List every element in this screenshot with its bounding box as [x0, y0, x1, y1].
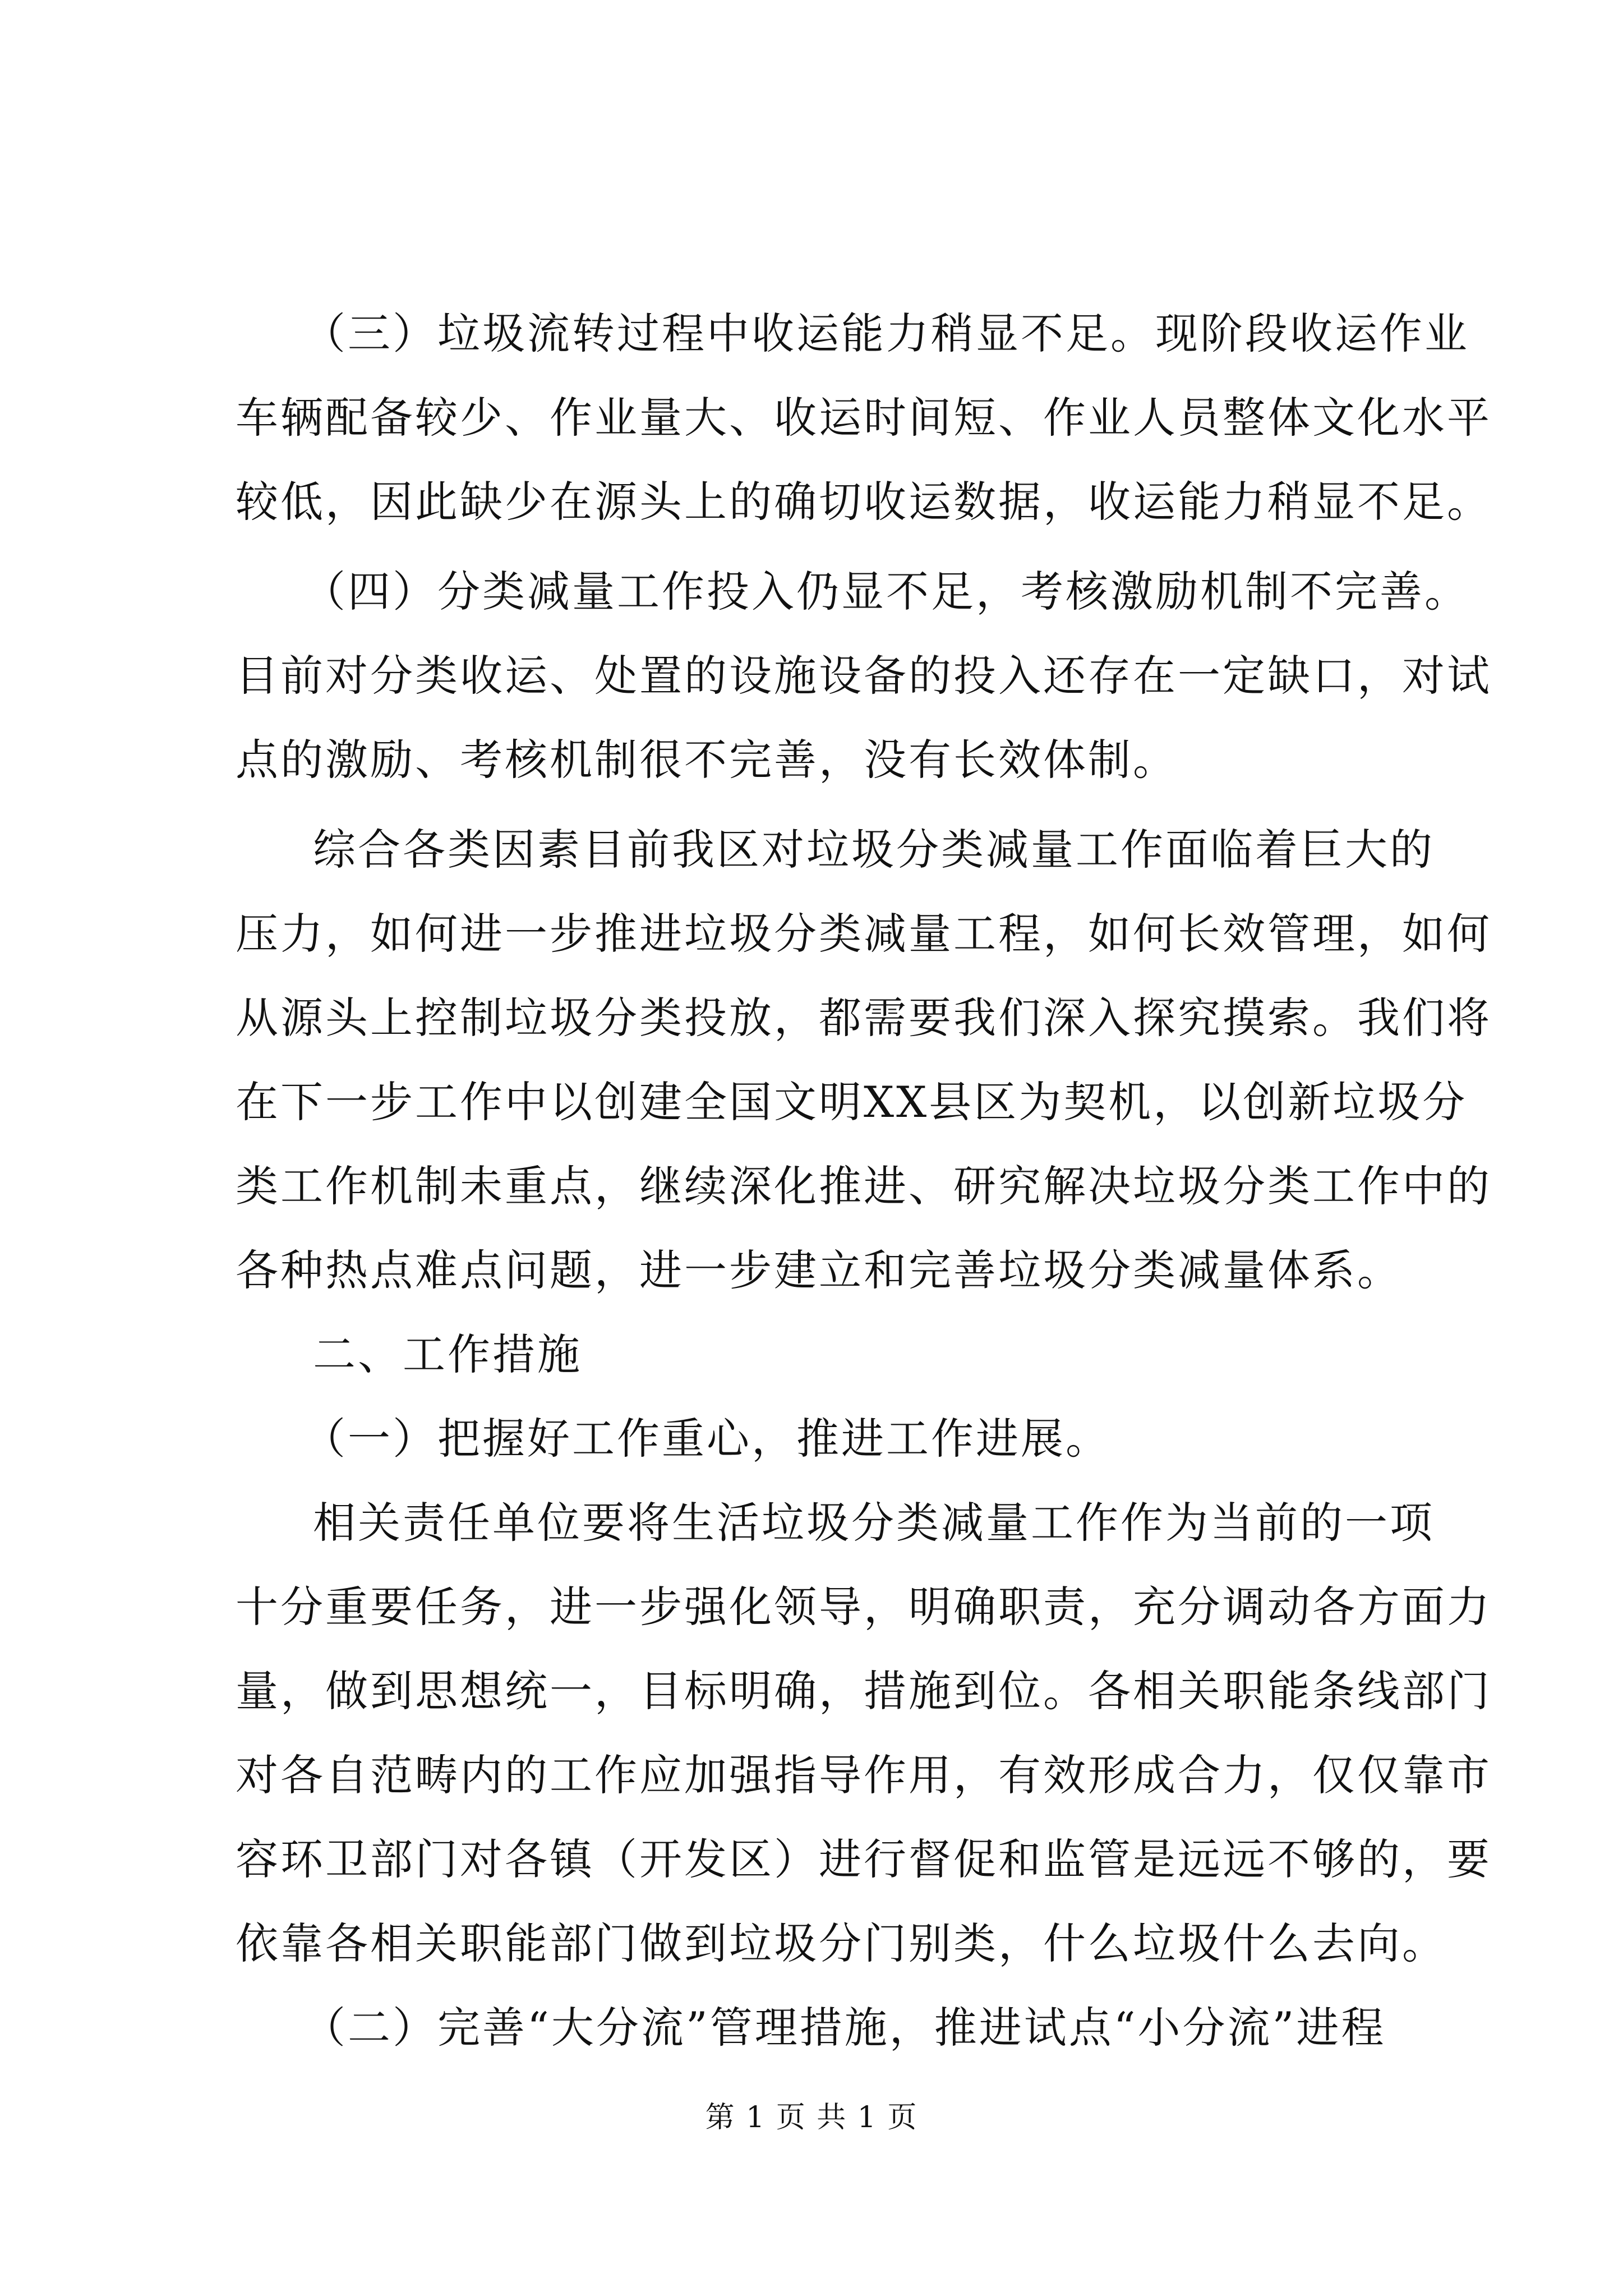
paragraph-line: 对各自范畴内的工作应加强指导作用，有效形成合力，仅仅靠市 [236, 1750, 1492, 1800]
section-heading: 二、工作措施 [313, 1329, 582, 1379]
paragraph-line: 目前对分类收运、处置的设施设备的投入还存在一定缺口，对试 [236, 651, 1492, 701]
paragraph-line: 从源头上控制垃圾分类投放，都需要我们深入探究摸索。我们将 [236, 993, 1492, 1043]
page-number-footer: 第 1 页 共 1 页 [705, 2101, 918, 2134]
subsection-heading: （一）把握好工作重心，推进工作进展。 [303, 1414, 1110, 1464]
paragraph-line: （三）垃圾流转过程中收运能力稍显不足。现阶段收运作业 [303, 309, 1469, 358]
paragraph-line: 类工作机制未重点，继续深化推进、研究解决垃圾分类工作中的 [236, 1161, 1492, 1211]
paragraph-line: 较低，因此缺少在源头上的确切收运数据，收运能力稍显不足。 [236, 477, 1492, 527]
paragraph-line: 在下一步工作中以创建全国文明XX县区为契机，以创新垃圾分 [236, 1077, 1468, 1127]
paragraph-line: 压力，如何进一步推进垃圾分类减量工程，如何长效管理，如何 [236, 909, 1492, 959]
paragraph-line: 依靠各相关职能部门做到垃圾分门别类，什么垃圾什么去向。 [236, 1918, 1447, 1968]
paragraph-line: 量，做到思想统一，目标明确，措施到位。各相关职能条线部门 [236, 1666, 1492, 1716]
paragraph-line: 点的激励、考核机制很不完善，没有长效体制。 [236, 735, 1178, 785]
paragraph-line: 各种热点难点问题，进一步建立和完善垃圾分类减量体系。 [236, 1245, 1402, 1295]
paragraph-line: 综合各类因素目前我区对垃圾分类减量工作面临着巨大的 [313, 825, 1435, 875]
paragraph-line: 相关责任单位要将生活垃圾分类减量工作作为当前的一项 [313, 1498, 1435, 1548]
paragraph-line: （四）分类减量工作投入仍显不足，考核激励机制不完善。 [303, 567, 1469, 616]
subsection-heading: （二）完善“大分流”管理措施，推进试点“小分流”进程 [303, 2003, 1386, 2053]
paragraph-line: 车辆配备较少、作业量大、收运时间短、作业人员整体文化水平 [236, 393, 1492, 443]
paragraph-line: 容环卫部门对各镇（开发区）进行督促和监管是远远不够的，要 [236, 1834, 1492, 1884]
paragraph-line: 十分重要任务，进一步强化领导，明确职责，充分调动各方面力 [236, 1582, 1492, 1632]
